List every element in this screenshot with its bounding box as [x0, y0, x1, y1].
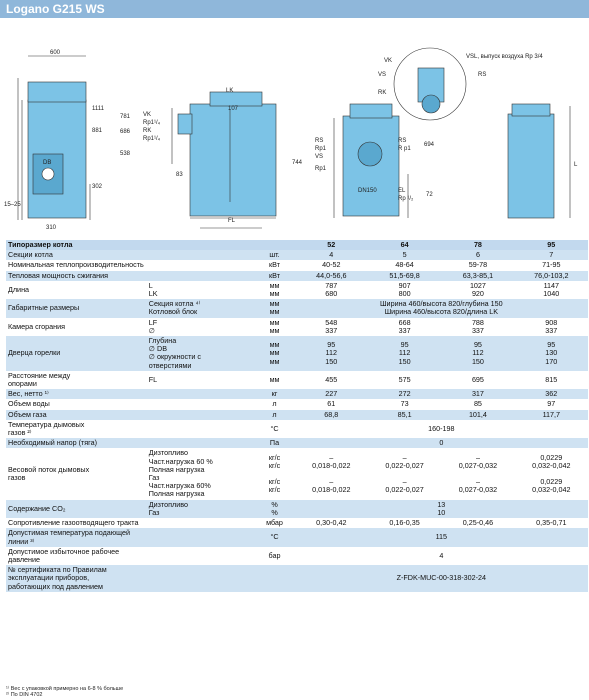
dim-83: 83: [176, 172, 183, 178]
row-label: Сопротивление газоотводящего тракта: [6, 518, 147, 528]
table-row: [6, 371, 588, 389]
dim-l: L: [574, 162, 578, 168]
table-row: [6, 271, 588, 281]
label-el: EL: [398, 188, 406, 194]
row-value: 695: [441, 371, 514, 389]
row-value: 227: [295, 389, 368, 399]
row-value: 61: [295, 399, 368, 409]
row-value: 455: [295, 371, 368, 389]
header-label: Типоразмер котла: [6, 240, 295, 250]
table-row: [6, 410, 588, 420]
table-header-row: [6, 240, 588, 250]
label-vk2: VK: [384, 58, 393, 64]
table-row: [6, 318, 588, 336]
label-rs: RS: [315, 138, 324, 144]
label-dn150: DN150: [358, 188, 377, 194]
row-value: 0,25-0,46: [441, 518, 514, 528]
table-row: [6, 260, 588, 270]
row-value: 1027 920: [441, 281, 514, 299]
label-rp114b: Rp1¹/₄: [143, 136, 161, 142]
footnote-1: ¹⁾ Вес с упаковкой примерно на 6-8 % больше: [6, 686, 124, 692]
dim-107: 107: [228, 106, 239, 112]
row-sublabel: [147, 271, 255, 281]
row-unit: л: [254, 410, 294, 420]
boiler-side-body: [190, 104, 276, 216]
dim-781: 781: [120, 114, 131, 120]
table-row: [6, 250, 588, 260]
row-unit: Па: [254, 438, 294, 448]
label-rp1a: Rp1: [315, 146, 327, 152]
row-value: 95 112 150: [368, 336, 441, 371]
row-value: 95 130 170: [515, 336, 588, 371]
row-label: Тепловая мощность сжигания: [6, 271, 147, 281]
row-value: – 0,018-0,022 – 0,018-0,022: [295, 448, 368, 499]
row-label: Объем газа: [6, 410, 147, 420]
row-sublabel: Глубина ∅ DB ∅ окружности с отверстиями: [147, 336, 255, 371]
row-value: 317: [441, 389, 514, 399]
row-sublabel: [147, 518, 255, 528]
table-row: [6, 565, 588, 592]
row-value: 1147 1040: [515, 281, 588, 299]
row-value: 548 337: [295, 318, 368, 336]
row-sublabel: LF ∅: [147, 318, 255, 336]
row-sublabel: [147, 260, 255, 270]
row-unit: кВт: [254, 271, 294, 281]
row-value-span: 13 10: [295, 500, 588, 518]
dim-1111: 1111: [92, 106, 105, 112]
row-unit: [254, 565, 294, 592]
label-rp1b: Rp1: [315, 166, 327, 172]
label-rk: RK: [143, 128, 152, 134]
row-unit: мм мм: [254, 318, 294, 336]
label-rp114a: Rp1¹/₄: [143, 120, 161, 126]
footnote-2: ²⁾ По DIN 4702: [6, 692, 43, 698]
header-size-64: 64: [368, 240, 441, 250]
row-unit: бар: [254, 547, 294, 565]
label-rs3: RS: [478, 72, 487, 78]
row-label: Температура дымовых газов ²⁾: [6, 420, 147, 438]
row-value: 362: [515, 389, 588, 399]
row-value: 85,1: [368, 410, 441, 420]
row-value: 668 337: [368, 318, 441, 336]
boiler-drawing: [0, 34, 589, 230]
dim-600: 600: [50, 50, 61, 56]
row-label: Вес, нетто ¹⁾: [6, 389, 147, 399]
table-row: [6, 448, 588, 499]
boiler-right-body: [508, 114, 554, 218]
row-value-span: Ширина 460/высота 820/глубина 150 Ширина 460/высота 820/длина LK: [295, 299, 588, 317]
row-value: 59-78: [441, 260, 514, 270]
row-value: 71-95: [515, 260, 588, 270]
boiler-front-top: [28, 82, 86, 102]
row-value: 40-52: [295, 260, 368, 270]
table-row: [6, 399, 588, 409]
row-value: 575: [368, 371, 441, 389]
row-unit: °C: [254, 528, 294, 546]
row-unit: мм мм: [254, 299, 294, 317]
header-size-78: 78: [441, 240, 514, 250]
row-value: 908 337: [515, 318, 588, 336]
row-value: 0,35-0,71: [515, 518, 588, 528]
row-value: 95 112 150: [295, 336, 368, 371]
row-value: 272: [368, 389, 441, 399]
row-sublabel: FL: [147, 371, 255, 389]
page-title: Logano G215 WS: [6, 2, 105, 16]
row-label: Расстояние между опорами: [6, 371, 147, 389]
row-unit: шт.: [254, 250, 294, 260]
row-sublabel: [147, 528, 255, 546]
spec-table: [6, 240, 588, 592]
row-label: Габаритные размеры: [6, 299, 147, 317]
label-vk: VK: [143, 112, 152, 118]
row-value-span: 115: [295, 528, 588, 546]
dim-310: 310: [46, 225, 57, 230]
row-sublabel: Дизтопливо Газ: [147, 500, 255, 518]
table-row: [6, 299, 588, 317]
row-value: 76,0-103,2: [515, 271, 588, 281]
row-value-span: Z-FDK-MUC-00-318-302-24: [295, 565, 588, 592]
label-rk2: RK: [378, 90, 387, 96]
row-sublabel: Секция котла ⁴⁾ Котловой блок: [147, 299, 255, 317]
row-unit: мм мм мм: [254, 336, 294, 371]
row-value-span: 0: [295, 438, 588, 448]
dim-15-25: 15–25: [4, 202, 21, 208]
dim-694: 694: [424, 142, 435, 148]
dim-fl: FL: [228, 218, 236, 224]
row-sublabel: L LK: [147, 281, 255, 299]
row-label: Объем воды: [6, 399, 147, 409]
label-vs: VS: [315, 154, 324, 160]
row-unit: мм мм: [254, 281, 294, 299]
row-label: Номинальная теплопроизводительность: [6, 260, 147, 270]
row-value: 0,16-0,35: [368, 518, 441, 528]
table-row: [6, 336, 588, 371]
row-label: Камера сгорания: [6, 318, 147, 336]
dim-881: 881: [92, 128, 103, 134]
row-sublabel: Дизтопливо Част.нагрузка 60 % Полная нагрузка Газ Част.нагрузка 60% Полная нагрузка: [147, 448, 255, 499]
row-unit: кг/с кг/с кг/с кг/с: [254, 448, 294, 499]
table-row: [6, 500, 588, 518]
row-value: 4: [295, 250, 368, 260]
row-label: Весовой поток дымовых газов: [6, 448, 147, 499]
dim-538: 538: [120, 151, 131, 157]
header-size-95: 95: [515, 240, 588, 250]
dim-db: DB: [43, 160, 52, 166]
dim-lk: LK: [226, 88, 234, 94]
row-value: 117,7: [515, 410, 588, 420]
row-label: № сертификата по Правилам эксплуатации приборов, работающих под давлением: [6, 565, 147, 592]
row-value: 44,0-56,6: [295, 271, 368, 281]
dim-744: 744: [292, 160, 303, 166]
row-unit: % %: [254, 500, 294, 518]
row-sublabel: [147, 565, 255, 592]
row-value-span: 160-198: [295, 420, 588, 438]
row-label: Длина: [6, 281, 147, 299]
row-sublabel: [147, 250, 255, 260]
table-row: [6, 438, 588, 448]
row-label: Секции котла: [6, 250, 147, 260]
row-value-span: 4: [295, 547, 588, 565]
row-value: 0,0229 0,032-0,042 0,0229 0,032-0,042: [515, 448, 588, 499]
row-value: 815: [515, 371, 588, 389]
label-rp12: Rp ¹/₂: [398, 196, 414, 202]
table-row: [6, 528, 588, 546]
table-row: [6, 281, 588, 299]
label-rs2: RS: [398, 138, 407, 144]
row-value: 907 800: [368, 281, 441, 299]
row-value: 5: [368, 250, 441, 260]
row-sublabel: [147, 420, 255, 438]
row-value: 73: [368, 399, 441, 409]
row-value: 6: [441, 250, 514, 260]
row-value: 787 680: [295, 281, 368, 299]
row-value: 101,4: [441, 410, 514, 420]
row-label: Допустимая температура подающей линии ³⁾: [6, 528, 147, 546]
row-unit: °C: [254, 420, 294, 438]
row-value: 95 112 150: [441, 336, 514, 371]
row-value: – 0,027-0,032 – 0,027-0,032: [441, 448, 514, 499]
row-value: 51,5-69,8: [368, 271, 441, 281]
row-unit: мм: [254, 371, 294, 389]
row-value: 63,3-85,1: [441, 271, 514, 281]
row-value: 68,8: [295, 410, 368, 420]
row-value: 97: [515, 399, 588, 409]
label-vs2: VS: [378, 72, 387, 78]
header-size-52: 52: [295, 240, 368, 250]
table-row: [6, 420, 588, 438]
dim-72: 72: [426, 192, 433, 198]
table-row: [6, 389, 588, 399]
dim-302: 302: [92, 184, 103, 190]
row-value: 7: [515, 250, 588, 260]
table-row: [6, 547, 588, 565]
row-sublabel: [147, 547, 255, 565]
spec-table-body: [6, 240, 588, 592]
row-sublabel: [147, 438, 255, 448]
row-unit: л: [254, 399, 294, 409]
row-label: Содержание CO₂: [6, 500, 147, 518]
row-value: – 0,022-0,027 – 0,022-0,027: [368, 448, 441, 499]
row-sublabel: [147, 399, 255, 409]
row-label: Допустимое избыточное рабочее давление: [6, 547, 147, 565]
row-value: 85: [441, 399, 514, 409]
row-unit: кВт: [254, 260, 294, 270]
row-label: Необходимый напор (тяга): [6, 438, 147, 448]
header-bar: [0, 0, 589, 18]
row-value: 788 337: [441, 318, 514, 336]
dim-686: 686: [120, 129, 131, 135]
row-sublabel: [147, 410, 255, 420]
row-value: 48-64: [368, 260, 441, 270]
row-unit: мбар: [254, 518, 294, 528]
label-vsl: VSL, выпуск воздуха Rp 3/4: [466, 54, 543, 60]
row-label: Дверца горелки: [6, 336, 147, 371]
table-row: [6, 518, 588, 528]
footnotes: [6, 686, 123, 698]
row-value: 0,30-0,42: [295, 518, 368, 528]
label-rp1c: R p1: [398, 146, 411, 152]
row-sublabel: [147, 389, 255, 399]
row-unit: кг: [254, 389, 294, 399]
